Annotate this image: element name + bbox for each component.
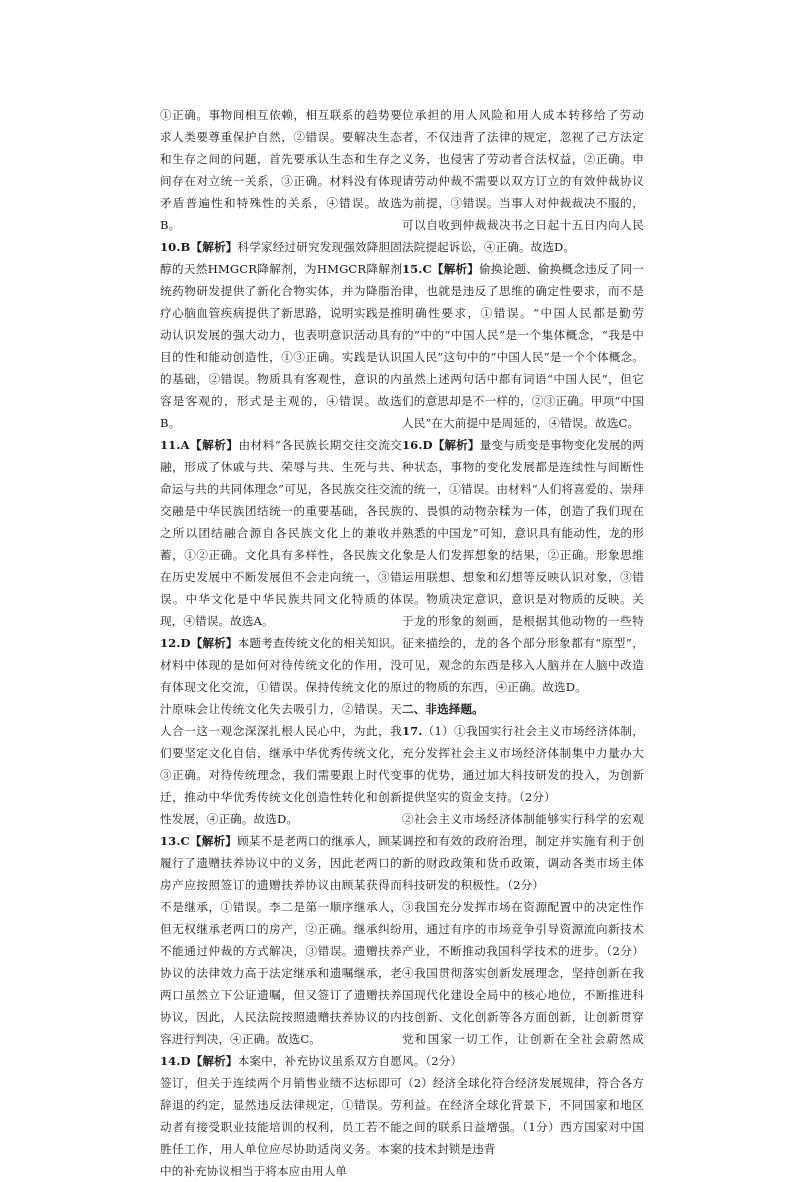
question-16 — [402, 434, 644, 698]
analysis-tag: 【解析】 — [190, 1054, 238, 1068]
answer-part-1: （1）①我国实行社会主义市场经济体制，充分发挥社会主义市场经济体制集中力量办大事的优势，通过加大科技研发的投入，为创新提供坚实的资金支持。（2分） — [402, 724, 644, 804]
answer-letter: C — [180, 834, 190, 848]
answer-letter: D — [180, 636, 191, 650]
answer-letter: D — [180, 1054, 191, 1068]
right-column — [402, 104, 644, 1160]
analysis-text: 科学家经过研究发现强效降胆固醇的天然HMGCR降解剂，为HMGCR降解剂统药物研发提供了新化合物实体，并为降脂治疗心脑血管疾病提供了新思路，说明实践是推动认识发展的强大动力，也表明意识活动具有目的性和能动创造性，①③正确。实践是认识的基础，②错误。物质具有客观性，意识的内容是客观的，形式是主观的，④错误。故选B。 — [160, 240, 402, 430]
question-number: 10. — [160, 240, 181, 254]
question-number: 11. — [160, 438, 181, 452]
answer-letter: A — [180, 438, 190, 452]
analysis-tag: 【解析】 — [190, 240, 238, 254]
question-12 — [160, 632, 402, 830]
answer-part-3: ③我国充分发挥市场在资源配置中的决定性作用，通过有序的市场竞争引导资源流向新技术产业，不断推动我国科学技术的进步。（2分）④我国贯彻落实创新发展理念，坚持创新在我国现代化建设全局中的核心地位，不断推进科技创新、文化创新等各方面创新，让创新贯穿党和国家一切工作，让创新在全社会蔚然成风。（2分） — [402, 900, 644, 1068]
question-number: 17. — [402, 724, 423, 738]
question-14 — [160, 1050, 402, 1182]
analysis-text: 本题考查传统文化的相关知识。材料中体现的是如何对待传统文化的作用，没有体现文化交流，①错误。保持传统文化的原汁原味会让传统文化失去吸引力，②错误。天人合一这一观念深深扎根人民心中，为此，我们要坚定文化自信，继承中华优秀传统文化，③正确。对待传统理念，我们需要跟上时代变迁，推动中华优秀传统文化创造性转化和创新性发展，④正确。故选D。 — [160, 636, 402, 826]
section-heading: 二、非选择题。 — [402, 702, 484, 716]
answer-letter: D — [422, 438, 433, 452]
question-9-tail: ①正确。事物间相互依赖，相互联系的趋势要求人类要尊重保护自然，②错误。要解决生态和生存之间的问题，首先要承认生态和生存之间存在对立统一关系，③正确。材料没有体现矛盾普遍性和特殊性的关系，④错误。故选B。 — [160, 108, 402, 232]
answer-part-4: （2）经济全球化符合经济发展规律，符合各方利益。在经济全球化背景下，不同国家和地区之间的联系日益增强。（1分）西方国家对中国的技术封锁是违背 — [402, 1076, 644, 1156]
analysis-text: 由材料“各民族长期交往交流交融，形成了休戚与共、荣辱与共、生死与共、命运与共的共同体理念”可见，各民族交往交流交融是中华民族团结统一的重要基础，各民族之所以团结融合源自各民族文化上的兼收并蓄，①②正确。文化具有多样性，各民族文化在历史发展中不断发展但不会走向统一，③错误。中华文化是中华民族共同文化特质的体现，④错误。故选A。 — [160, 438, 403, 628]
answer-letter: B — [180, 240, 191, 254]
question-14-tail: 位承担的用人风险和用人成本转移给了劳动者，不仅违背了法律的规定，忽视了己方法定义务，也侵害了劳动者合法权益，②正确。申请劳动仲裁不需要以双方订立的有效仲裁协议为前提，③错误。当事人对仲裁裁决不服的，可以自收到仲裁裁决书之日起十五日内向人民法院提起诉讼，④正确。故选D。 — [402, 108, 644, 254]
analysis-text: 顾某不是老两口的继承人，顾某履行了遗赠扶养协议中的义务，因此老两口的房产应按照签订的遗赠扶养协议由顾某获得而不是继承，①错误。李二是第一顺序继承人，但无权继承老两口的房产，②正确。继承纠纷不能通过仲裁的方式解决，③错误。遗赠扶养协议的法律效力高于法定继承和遗嘱继承，老两口虽然立下公证遗嘱，但又签订了遗赠扶养协议，因此，人民法院按照遗赠扶养协议的内容进行判决，④正确。故选C。 — [160, 834, 402, 1046]
question-10 — [160, 236, 402, 434]
question-17 — [402, 720, 644, 1160]
left-column — [160, 104, 402, 1182]
question-11 — [160, 434, 402, 632]
analysis-text: 本案中，补充协议虽系双方自愿签订，但关于连续两个月销售业绩不达标即可辞退的约定，显然违反法律规定，①错误。劳动者有接受职业技能培训的权利，员工若不能胜任工作，用人单位应尽协助适岗义务。本案中的补充协议相当于将本应由用人单 — [160, 1054, 402, 1178]
analysis-text: 偷换论题、偷换概念违反了同一律，也就是违反了思维的确定性要求，而不是明确性要求，①错误。“中国人民都是勤劳的”中的“中国人民”是一个集体概念，“我是中国人民”这句中的“中国人民”是一个个体概念。虽然上述两句话中都有词语“中国人民”，但它们的意思却是不一样的，②③正确。甲项“中国人民”在大前提中是周延的，④错误。故选C。 — [402, 262, 644, 430]
answer-letter: C — [422, 262, 432, 276]
answer-part-2: ②社会主义市场经济体制能够实行科学的宏观调控和有效的政府治理，制定并实施有利于创新的财政政策和货币政策，调动各类市场主体科技研发的积极性。（2分） — [402, 812, 644, 892]
analysis-tag: 【解析】 — [432, 438, 480, 452]
question-15 — [402, 258, 644, 434]
question-number: 12. — [160, 636, 181, 650]
question-number: 15. — [402, 262, 423, 276]
question-13 — [160, 830, 402, 1050]
analysis-tag: 【解析】 — [189, 834, 238, 848]
analysis-text: 量变与质变是事物变化发展的两种状态，事物的变化发展都是连续性与间断性的统一，①错误。由材料“人们将喜爱的、崇拜的、畏惧的动物杂糅为一体，创造了我们现在熟悉的中国龙”可知，意识具有能动性，龙的形象是人们发挥想象的结果，②正确。形象思维运用联想、想象和幻想等反映认识对象，③错误。物质决定意识，意识是对物质的反映。关于龙的形象的刻画，是根据其他动物的一些特征来描绘的，龙的各个部分形象都有“原型”，可见，观念的东西是移入人脑并在人脑中改造过的物质的东西，④正确。故选D。 — [402, 438, 644, 694]
question-number: 16. — [402, 438, 423, 452]
question-number: 13. — [160, 834, 181, 848]
analysis-tag: 【解析】 — [190, 636, 238, 650]
analysis-tag: 【解析】 — [431, 262, 480, 276]
analysis-tag: 【解析】 — [189, 438, 239, 452]
question-number: 14. — [160, 1054, 181, 1068]
